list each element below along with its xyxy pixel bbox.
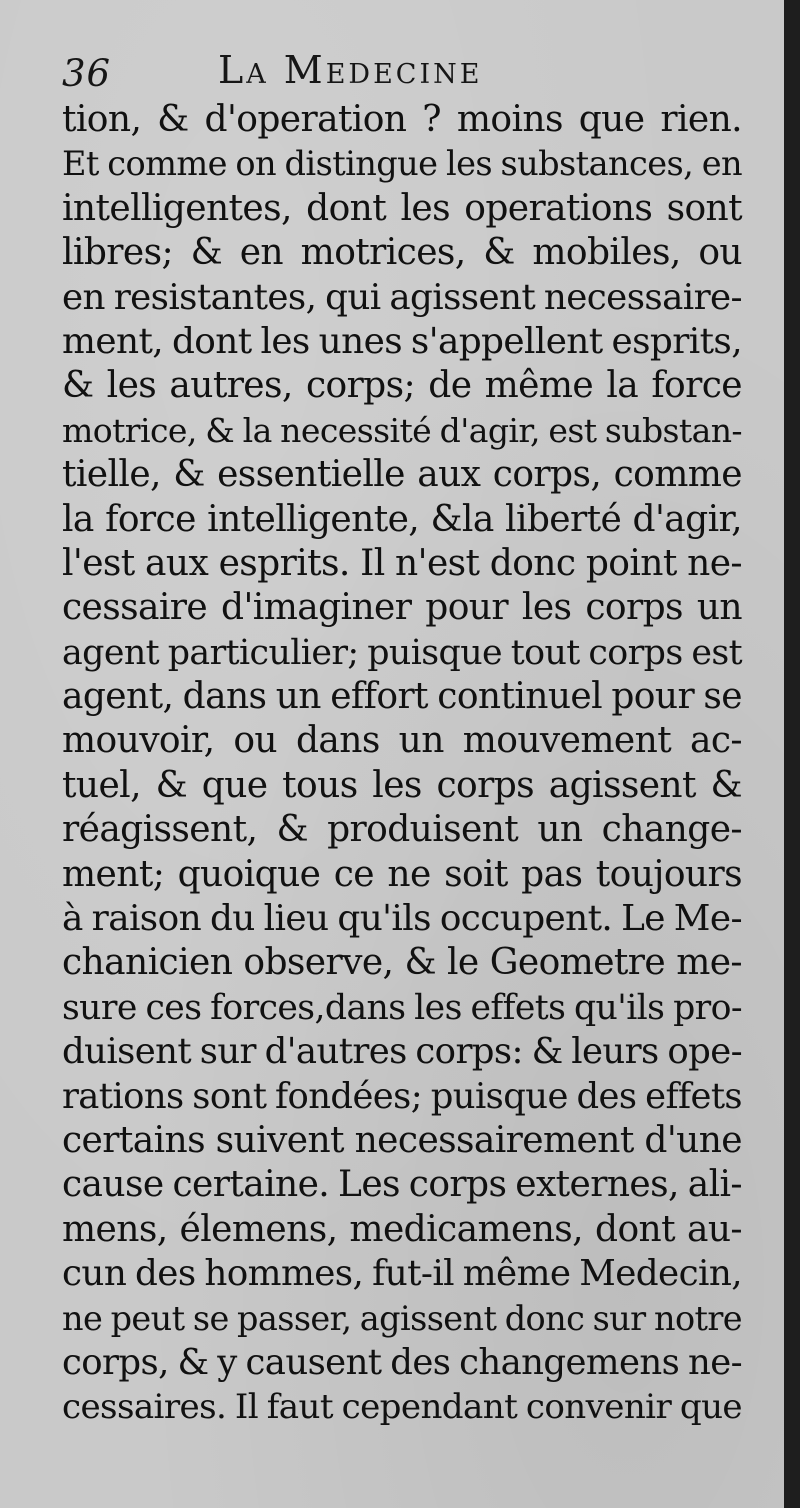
text-line: à raison du lieu qu'ils occupent. Le Me- — [62, 898, 742, 940]
text-line: cun des hommes, fut-il même Medecin, — [62, 1253, 742, 1295]
text-line: l'est aux esprits. Il n'est donc point ne- — [62, 542, 742, 584]
text-line: mens, élemens, medicamens, dont au- — [62, 1208, 742, 1250]
text-line: agent particulier; puisque tout corps est — [62, 632, 742, 673]
text-line: intelligentes, dont les operations sont — [62, 187, 742, 229]
text-line: certains suivent necessairement d'une — [62, 1119, 742, 1161]
page-header — [62, 48, 742, 98]
text-line: réagissent, & produisent un change- — [62, 809, 742, 851]
text-line: ment; quoique ce ne soit pas toujours — [62, 853, 742, 895]
page-number: 36 — [62, 52, 112, 95]
text-line: cessaire d'imaginer pour les corps un — [62, 587, 742, 629]
text-line: sure ces forces,dans les effets qu'ils pro- — [62, 987, 742, 1028]
text-line: Et comme on distingue les substances, en — [62, 144, 742, 184]
text-line: motrice, & la necessité d'agir, est substan- — [62, 410, 742, 450]
text-line: ne peut se passer, agissent donc sur notre — [62, 1298, 742, 1338]
text-line: mouvoir, ou dans un mouvement ac- — [62, 720, 742, 762]
body-text — [62, 98, 742, 1430]
page-edge — [784, 0, 800, 1508]
text-line: la force intelligente, &la liberté d'agir, — [62, 498, 742, 540]
text-line: cessaires. Il faut cependant convenir que — [62, 1387, 742, 1428]
text-line: en resistantes, qui agissent necessaire- — [62, 276, 742, 318]
text-line: tion, & d'operation ? moins que rien. — [62, 99, 742, 140]
text-line: duisent sur d'autres corps: & leurs ope- — [62, 1031, 742, 1073]
text-line: tuel, & que tous les corps agissent & — [62, 764, 742, 806]
text-line: corps, & y causent des changemens ne- — [62, 1341, 742, 1383]
text-line: libres; & en motrices, & mobiles, ou — [62, 232, 742, 274]
text-line: cause certaine. Les corps externes, ali- — [62, 1164, 742, 1206]
text-line: chanicien observe, & le Geometre me- — [62, 942, 742, 984]
text-line: ment, dont les unes s'appellent esprits, — [62, 320, 742, 362]
running-title: La Medecine — [218, 48, 483, 92]
text-line: agent, dans un effort continuel pour se — [62, 676, 742, 718]
text-line: tielle, & essentielle aux corps, comme — [62, 454, 742, 496]
text-line: & les autres, corps; de même la force — [62, 365, 742, 407]
text-line: rations sont fondées; puisque des effets — [62, 1075, 742, 1117]
